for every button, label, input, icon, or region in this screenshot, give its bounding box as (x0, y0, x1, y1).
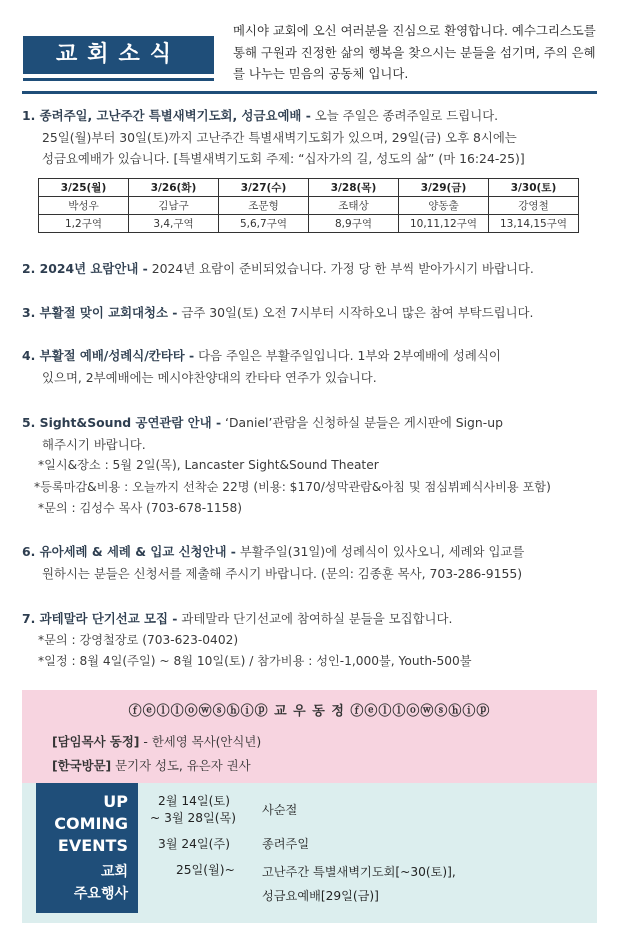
upcoming-events-label (36, 783, 138, 913)
fellowship-heading: ⓕⓔⓛⓛⓞⓦⓢⓗⓘⓟ 교 우 동 정 ⓕⓔⓛⓛⓞⓦⓢⓗⓘⓟ (128, 704, 491, 719)
news-item-5-contact: *문의 : 김성수 목사 (703-678-1158) (38, 501, 242, 515)
dawn-prayer-schedule-table (38, 178, 579, 233)
schedule-leader: 조태상 (309, 197, 399, 215)
news-item-2-text: 2024년 요람이 준비되었습니다. 가정 당 한 부씩 받아가시기 바랍니다. (147, 261, 534, 276)
schedule-district: 8,9구역 (309, 215, 399, 233)
schedule-day: 3/26(화) (129, 179, 219, 197)
event-3-desc-2: 성금요예배[29일(금)] (262, 889, 379, 903)
news-item-5-datetime: *일시&장소 : 5월 2일(목), Lancaster Sight&Sound Theater (38, 458, 379, 472)
event-1-desc: 사순절 (262, 803, 298, 817)
schedule-leader: 강영철 (489, 197, 579, 215)
news-item-1 (22, 105, 602, 170)
news-item-5-line1: ‘Daniel’관람을 신청하실 분들은 게시판에 Sign-up (221, 415, 503, 430)
news-item-1-line2: 25일(월)부터 30일(토)까지 고난주간 특별새벽기도회가 있으며, 29일(금) 오후 8시에는 (42, 129, 517, 145)
news-item-2-title: 2. 2024년 요람안내 - (22, 261, 148, 276)
schedule-days-row (39, 179, 579, 197)
news-item-2 (22, 258, 602, 280)
fellowship-news-1-text: - 한세영 목사(안식년) (139, 734, 262, 749)
events-label-main: 주요행사 (73, 886, 128, 902)
news-item-7 (22, 608, 602, 673)
news-item-4-title: 4. 부활절 예배/성례식/칸타타 - (22, 348, 195, 363)
schedule-districts-row (39, 215, 579, 233)
event-2-desc: 종려주일 (262, 837, 310, 851)
schedule-leader: 김남구 (129, 197, 219, 215)
news-item-4 (22, 345, 602, 388)
event-3-date: 25일(월)~ (176, 863, 235, 877)
news-item-7-schedule: *일정 : 8월 4일(주일) ~ 8월 10일(토) / 참가비용 : 성인-1,000불, Youth-500불 (38, 654, 472, 668)
event-3-desc-1: 고난주간 특별새벽기도회[~30(토)], (262, 865, 456, 879)
news-item-7-contact: *문의 : 강영철장로 (703-623-0402) (38, 632, 239, 647)
news-item-3 (22, 302, 602, 324)
news-item-4-line1: 다음 주일은 부활주일입니다. 1부와 2부예배에 성례식이 (194, 348, 501, 363)
fellowship-news-1-title: [담임목사 동정] (52, 734, 140, 749)
fellowship-news-2-text: 문기자 성도, 유은자 권사 (111, 758, 251, 773)
fellowship-news-2 (52, 756, 251, 774)
event-1-date-start: 2월 14일(토) (158, 794, 230, 808)
schedule-district: 13,14,15구역 (489, 215, 579, 233)
news-item-3-text: 금주 30일(토) 오전 7시부터 시작하오니 많은 참여 부탁드립니다. (177, 305, 534, 320)
news-item-6-title: 6. 유아세례 & 세례 & 입교 신청안내 - (22, 544, 236, 559)
schedule-leader: 조문형 (219, 197, 309, 215)
schedule-day: 3/25(월) (39, 179, 129, 197)
news-item-7-line1: 과테말라 단기선교에 참여하실 분들을 모집합니다. (177, 611, 453, 626)
news-item-1-title: 1. 종려주일, 고난주간 특별새벽기도회, 성금요예배 - (22, 108, 311, 123)
event-1-date-end: ~ 3월 28일(목) (150, 811, 237, 825)
welcome-message: 메시야 교회에 오신 여러분을 진심으로 환영합니다. 예수그리스도를 통해 구원과 진정한 삶의 행복을 찾으시는 분들을 섬기며, 주의 은혜를 나누는 믿음의 공동체 입니다. (233, 23, 596, 81)
events-label-church: 교회 (100, 864, 128, 880)
event-2-date: 3월 24일(주) (158, 837, 230, 851)
schedule-district: 1,2구역 (39, 215, 129, 233)
schedule-leader: 박성우 (39, 197, 129, 215)
title-underline (23, 78, 214, 81)
schedule-district: 5,6,7구역 (219, 215, 309, 233)
fellowship-news-2-title: [한국방문] (52, 758, 112, 773)
schedule-day: 3/29(금) (399, 179, 489, 197)
news-item-5-title: 5. Sight&Sound 공연관람 안내 - (22, 415, 222, 430)
news-item-6 (22, 541, 602, 584)
schedule-district: 3,4,구역 (129, 215, 219, 233)
news-item-4-line2: 있으며, 2부예배에는 메시야찬양대의 칸타타 연주가 있습니다. (42, 369, 377, 385)
schedule-leaders-row (39, 197, 579, 215)
news-item-6-line1: 부활주일(31일)에 성례식이 있사오니, 세례와 입교를 (235, 544, 525, 559)
schedule-district: 10,11,12구역 (399, 215, 489, 233)
events-label-coming: COMING (54, 814, 128, 833)
news-item-5-registration: *등록마감&비용 : 오늘까지 선착순 22명 (비용: $170/성막관람&아침 및 점심뷔페식사비용 포함) (34, 479, 551, 494)
fellowship-news-1 (52, 732, 261, 750)
news-item-1-line1: 오늘 주일은 종려주일로 드립니다. (310, 108, 499, 123)
page-title: 교회소식 (23, 36, 214, 74)
schedule-leader: 양동출 (399, 197, 489, 215)
news-item-3-title: 3. 부활절 맞이 교회대청소 - (22, 305, 178, 320)
events-label-up: UP (103, 792, 128, 811)
events-label-events: EVENTS (57, 836, 128, 855)
header-divider (22, 91, 597, 94)
fellowship-box (22, 690, 597, 783)
schedule-day: 3/27(수) (219, 179, 309, 197)
news-item-5-line2: 해주시기 바랍니다. (42, 436, 146, 452)
schedule-day: 3/30(토) (489, 179, 579, 197)
news-item-1-line3: 성금요예배가 있습니다. [특별새벽기도회 주제: “십자가의 길, 성도의 삶” (마 16:24-25)] (42, 151, 525, 166)
schedule-day: 3/28(목) (309, 179, 399, 197)
news-item-6-line2: 원하시는 분들은 신청서를 제출해 주시기 바랍니다. (문의: 김종훈 목사, 703-286-9155) (42, 565, 523, 581)
news-item-7-title: 7. 과테말라 단기선교 모집 - (22, 611, 178, 626)
news-item-5 (22, 412, 602, 520)
